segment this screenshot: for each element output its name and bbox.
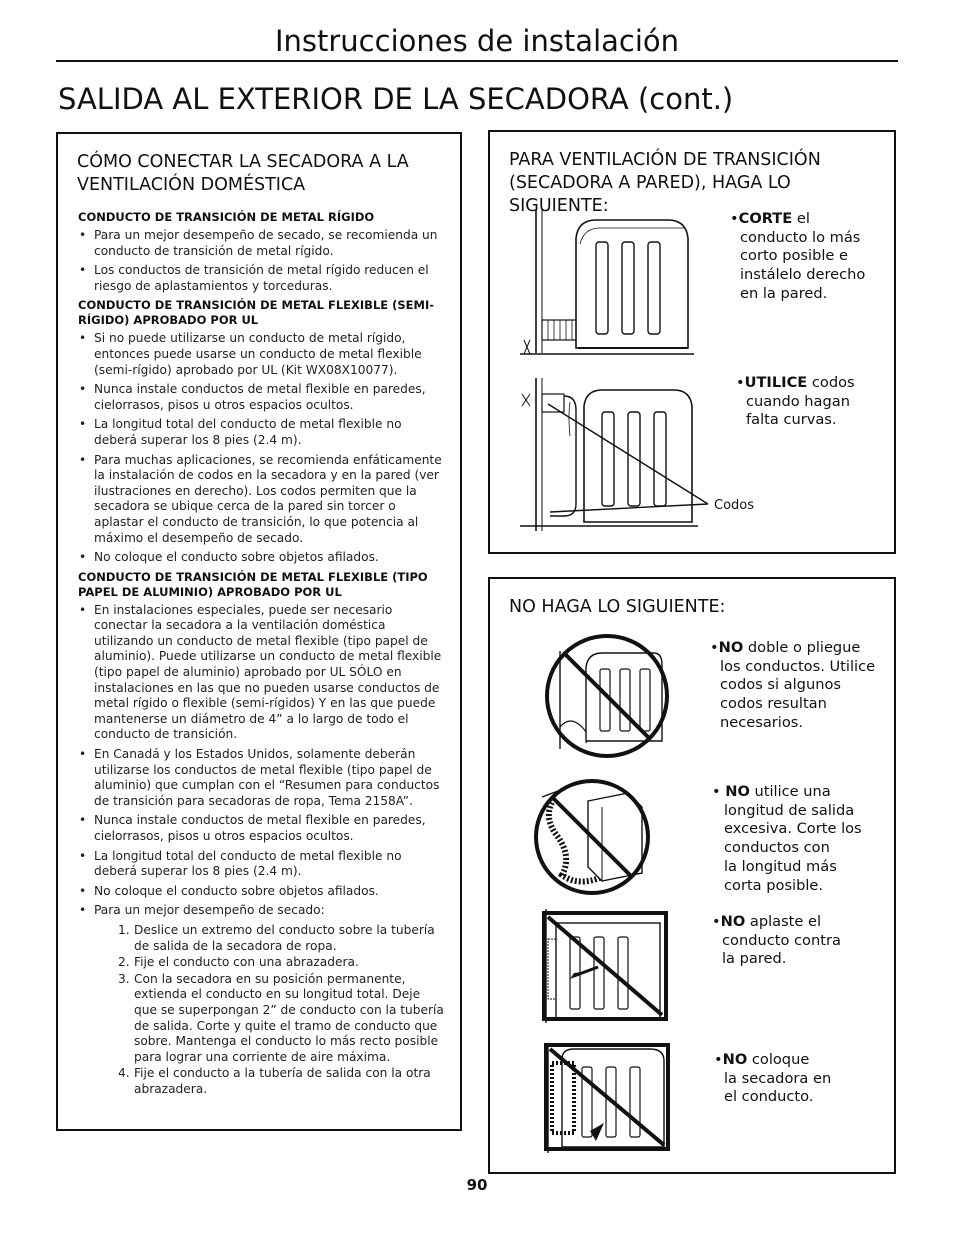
list-item: • Para muchas aplicaciones, se recomienda enfáticamente la instalación de codos en la secadora y en la pared (ver ilustraciones en derecho). Los codos permiten que la secadora se ubique cerca de la pared sin torcer o aplastar el conducto de transición, lo que potencia al máximo el desempeño de secado. [78,453,444,547]
list-item: • Para un mejor desempeño de secado, se recomienda un conducto de transición de metal rígido. [78,228,444,259]
foil-duct-list [78,603,444,919]
drying-steps-list [78,923,444,1098]
connect-heading: CÓMO CONECTAR LA SECADORA A LA VENTILACIÓN DOMÉSTICA [77,152,409,195]
semi-rigid-duct-subheading: CONDUCTO DE TRANSICIÓN DE METAL FLEXIBLE (SEMI-RÍGIDO) APROBADO POR UL [78,298,435,328]
list-item: • La longitud total del conducto de metal flexible no deberá superar los 8 pies (2.4 m). [78,417,444,448]
no-bend-duct-illustration [542,631,672,761]
rigid-duct-list [78,228,444,294]
step-item: 3. Con la secadora en su posición permanente, extienda el conducto en su longitud total. Deje que se superpongan 2” de conducto con la tubería de salida. Corte y quite el tramo de conducto que sobre. Mantenga el conducto lo más recto posible para lograr una corriente de aire máxima. [118,971,444,1064]
no-dryer-on-duct-note: •NO coloque la secadora en el conducto. [714,1051,832,1106]
step-item: 2. Fije el conducto con una abrazadera. [118,955,359,970]
do-not-heading: NO HAGA LO SIGUIENTE: [509,597,726,617]
step-item: 4. Fije el conducto a la tubería de salida con la otra abrazadera. [118,1066,431,1096]
no-excess-length-note: • NO utilice una longitud de salida excesiva. Corte los conductos con la longitud más corta posible. [712,783,862,894]
list-item: • Los conductos de transición de metal rígido reducen el riesgo de aplastamientos y torceduras. [78,263,444,294]
section-title: SALIDA AL EXTERIOR DE LA SECADORA (cont.) [58,82,734,116]
cut-duct-note: •CORTE el conducto lo más corto posible e instálelo derecho en la pared. [730,210,866,302]
list-item: • Si no puede utilizarse un conducto de metal rígido, entonces puede usarse un conducto de metal flexible (semi-rígido) aprobado por UL (Kit WX08X10077). [78,331,444,378]
no-excess-length-illustration [532,777,652,897]
page-number: 90 [466,1176,488,1194]
list-item: • No coloque el conducto sobre objetos afilados. [78,550,444,566]
transition-heading: PARA VENTILACIÓN DE TRANSICIÓN (SECADORA A PARED), HAGA LO SIGUIENTE: [509,150,821,216]
transition-vent-panel [488,130,896,554]
step-item: 1. Deslice un extremo del conducto sobre la tubería de salida de la secadora de ropa. [118,922,435,953]
list-item: • En Canadá y los Estados Unidos, solamente deberán utilizarse los conductos de metal flexible (tipo papel de aluminio) que cumplan con el “Resumen para conductos de transición para secadoras de ropa, Tema 2158A”. [78,747,444,809]
list-item: • La longitud total del conducto de metal flexible no deberá superar los 8 pies (2.4 m). [78,849,444,880]
straight-duct-illustration [518,208,698,358]
list-item: • Para un mejor desempeño de secado: [78,903,444,919]
connect-instructions-body [78,210,444,1099]
use-elbows-note: •UTILICE codos cuando hagan falta curvas. [736,374,855,429]
rigid-duct-subheading: CONDUCTO DE TRANSICIÓN DE METAL RÍGIDO [78,210,375,224]
document-title: Instrucciones de instalación [274,24,680,58]
no-crush-duct-illustration [540,909,670,1024]
no-bend-note: •NO doble o pliegue los conductos. Utilice codos si algunos codos resultan necesarios. [710,639,876,731]
list-item: • Nunca instale conductos de metal flexible en paredes, cielorrasos, pisos u otros espacios ocultos. [78,382,444,413]
foil-duct-subheading: CONDUCTO DE TRANSICIÓN DE METAL FLEXIBLE (TIPO PAPEL DE ALUMINIO) APROBADO POR UL [78,569,428,599]
do-not-panel [488,577,896,1174]
connect-instructions-panel [56,132,462,1131]
list-item: • Nunca instale conductos de metal flexible en paredes, cielorrasos, pisos u otros espacios ocultos. [78,813,444,844]
no-crush-note: •NO aplaste el conducto contra la pared. [712,913,841,968]
header-rule [56,60,898,62]
list-item: • En instalaciones especiales, puede ser necesario conectar la secadora a la ventilación doméstica utilizando un conducto de metal flexible (tipo papel de aluminio). Puede utilizarse un conducto de metal flexible (tipo papel de aluminio) aprobado por UL SÓLO en instalaciones en las que no pueden usarse conductos de metal rígido o flexible (semi-rígidos) Y en las que puede mantenerse un diámetro de 4” a lo largo de todo el conducto de transición. [78,603,444,743]
elbow-duct-illustration [518,376,718,536]
semi-rigid-duct-list [78,331,444,565]
list-item: • No coloque el conducto sobre objetos afilados. [78,884,444,900]
no-dryer-on-duct-illustration [542,1043,672,1153]
elbows-label: Codos [714,498,755,513]
